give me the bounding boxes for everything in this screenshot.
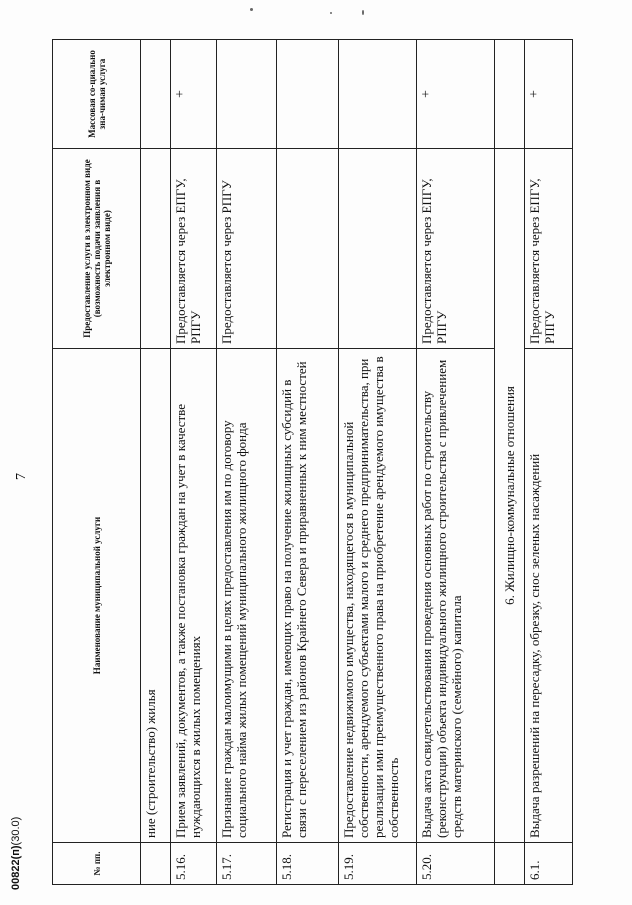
section-row	[495, 40, 525, 885]
table-row	[525, 40, 573, 885]
scan-speck	[250, 8, 253, 11]
mass-service-flag: +	[417, 40, 495, 149]
electronic-availability	[277, 149, 339, 349]
table-row	[171, 40, 217, 885]
service-name: Выдача акта освидетельствования проведения основных работ по строительству (реконструкции) объекта индивидуального жилищного строительства с привлечением средств материнского (семейного) капитала	[417, 349, 495, 843]
service-name: Прием заявлений, документов, а также постановка граждан на учет в качестве нуждающихся в жилых помещениях	[171, 349, 217, 843]
mass-service-flag: +	[525, 40, 573, 149]
document-code-rest: (30.0)	[10, 816, 22, 846]
mass-service-flag	[217, 40, 277, 149]
header-electronic: Предоставление услуги в электронном виде (возможность подачи заявления в электронном виде)	[53, 149, 141, 349]
header-name: Наименование муниципальной услуги	[53, 349, 141, 843]
row-number: 5.19.	[339, 843, 417, 885]
scan-speck	[330, 12, 332, 14]
row-number: 5.17.	[217, 843, 277, 885]
table-header-row	[53, 40, 141, 885]
table-row	[339, 40, 417, 885]
mass-service-flag	[277, 40, 339, 149]
table-row	[217, 40, 277, 885]
electronic-availability: Предоставляется через ЕПГУ, РПГУ	[171, 149, 217, 349]
service-name: Регистрация и учет граждан, имеющих право на получение жилищных субсидий в связи с переселением из районов Крайнего Севера и приравненных к ним местностей	[277, 349, 339, 843]
electronic-availability	[339, 149, 417, 349]
mass-service-flag	[339, 40, 417, 149]
document-code	[10, 780, 70, 900]
electronic-availability: Предоставляется через ЕПГУ, РПГУ	[525, 149, 573, 349]
services-table	[52, 39, 573, 885]
service-name: Признание граждан малоимущими в целях предоставления им по договору социального найма жилых помещений муниципального жилищного фонда	[217, 349, 277, 843]
row-number: 5.20.	[417, 843, 495, 885]
service-name: Предоставление недвижимого имущества, находящегося в муниципальной собственности, арендуемого субъектами малого и среднего предпринимательства, при реализации ими преимущественного права на приобретение арендуемого имущества в собственность	[339, 349, 417, 843]
continuation-row	[141, 40, 171, 885]
mass-service-flag: +	[171, 40, 217, 149]
table-row	[417, 40, 495, 885]
continuation-text: ние (строительство) жилья	[141, 349, 171, 843]
row-number: 5.16.	[171, 843, 217, 885]
scan-speck	[362, 10, 364, 15]
row-number: 6.1.	[525, 843, 573, 885]
page-number: 7	[14, 473, 29, 480]
header-num: № пп.	[53, 843, 141, 885]
electronic-availability: Предоставляется через ЕПГУ, РПГУ	[417, 149, 495, 349]
row-number: 5.18.	[277, 843, 339, 885]
header-mass: Массовая со-циально зна-чимая услуга	[53, 40, 141, 149]
service-name: Выдача разрешений на пересадку, обрезку, снос зеленых насаждений	[525, 349, 573, 843]
document-code-bold: 00822(п)	[10, 845, 22, 890]
electronic-availability: Предоставляется через РПГУ	[217, 149, 277, 349]
table-row	[277, 40, 339, 885]
section-heading: 6. Жилищно-коммунальные отношения	[495, 149, 525, 843]
